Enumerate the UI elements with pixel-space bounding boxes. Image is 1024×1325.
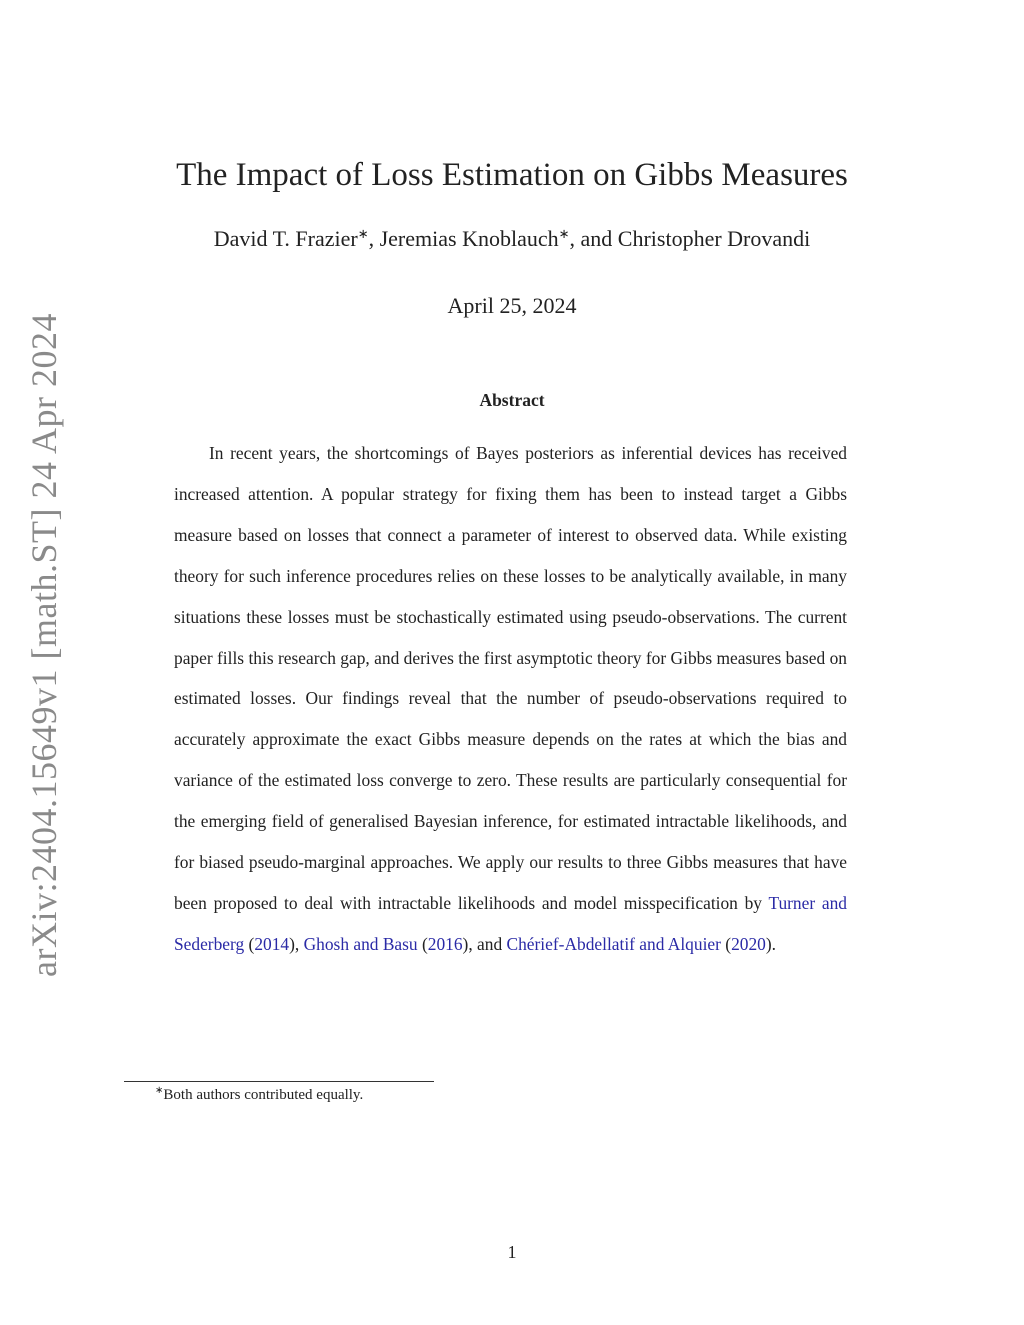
publication-date: April 25, 2024 — [447, 293, 577, 318]
footnote — [155, 1087, 363, 1104]
abstract-text: In recent years, the shortcomings of Bayes posteriors as inferential devices has received increased attention. A popular strategy for fixing them has been to instead target a Gibbs measure based on losses that connect a parameter of interest to observed data. While existing theory for such inference procedures relies on these losses to be analytically available, in many situations these losses must be stochastically estimated using pseudo-observations. The current paper fills this research gap, and derives the first asymptotic theory for Gibbs measures based on estimated losses. Our findings reveal that the number of pseudo-observations required to accurately approximate the exact Gibbs measure depends on the rates at which the bias and variance of the estimated loss converge to zero. These results are particularly consequential for the emerging field of generalised Bayesian inference, for estimated intractable likelihoods, and for biased pseudo-marginal approaches. We apply our results to three Gibbs measures that have been proposed to deal with intractable likelihoods and model misspecification by — [174, 443, 847, 913]
abstract-body: In recent years, the shortcomings of Bayes posteriors as inferential devices has received increased attention. A popular strategy for fixing them has been to instead target a Gibbs measure based on losses that connect a parameter of interest to observed data. While existing theory for such inference procedures relies on these losses to be analytically available, in many situations these losses must be stochastically estimated using pseudo-observations. The current paper fills this research gap, and derives the first asymptotic theory for Gibbs measures based on estimated losses. Our findings reveal that the number of pseudo-observations required to accurately approximate the exact Gibbs measure depends on the rates at which the bias and variance of the estimated loss converge to zero. These results are particularly consequential for the emerging field of generalised Bayesian inference, for estimated intractable likelihoods, and for biased pseudo-marginal approaches. We apply our results to three Gibbs measures that have been proposed to deal with intractable likelihoods and model misspecification by Turner and Sederberg (2014), Ghosh and Basu (2016), and Chérief-Abdellatif and Alquier (2020). — [174, 443, 847, 954]
abstract-connector: , and — [468, 933, 503, 954]
equal-contribution-mark: ∗ — [558, 226, 570, 241]
author-separator: , — [368, 226, 380, 251]
abstract-heading: Abstract — [479, 390, 545, 410]
abstract-end: . — [771, 933, 776, 954]
citation-link[interactable]: Ghosh and Basu — [303, 933, 418, 954]
author-name: Jeremias Knoblauch — [379, 226, 559, 251]
citation-year-link[interactable]: 2014 — [254, 933, 290, 954]
footnote-divider — [124, 1081, 434, 1082]
page-number: 1 — [507, 1242, 517, 1262]
citation-year-link[interactable]: 2016 — [427, 933, 463, 954]
author-name: David T. Frazier — [213, 226, 358, 251]
footnote-text: Both authors contributed equally. — [163, 1087, 364, 1103]
author-separator: , and — [569, 226, 618, 251]
citation-year-link[interactable]: 2020 — [731, 933, 766, 954]
citation-link[interactable]: Chérief-Abdellatif and Alquier — [506, 933, 721, 954]
paper-title: The Impact of Loss Estimation on Gibbs Measures — [176, 157, 848, 193]
author-name: Christopher Drovandi — [617, 226, 811, 251]
footnote-mark: ∗ — [155, 1085, 164, 1096]
author-list — [0, 226, 1024, 252]
arxiv-identifier-stamp: arXiv:2404.15649v1 [math.ST] 24 Apr 2024 — [24, 313, 64, 977]
citation-link[interactable]: Turner and Sederberg — [174, 892, 847, 954]
equal-contribution-mark: ∗ — [357, 226, 369, 241]
